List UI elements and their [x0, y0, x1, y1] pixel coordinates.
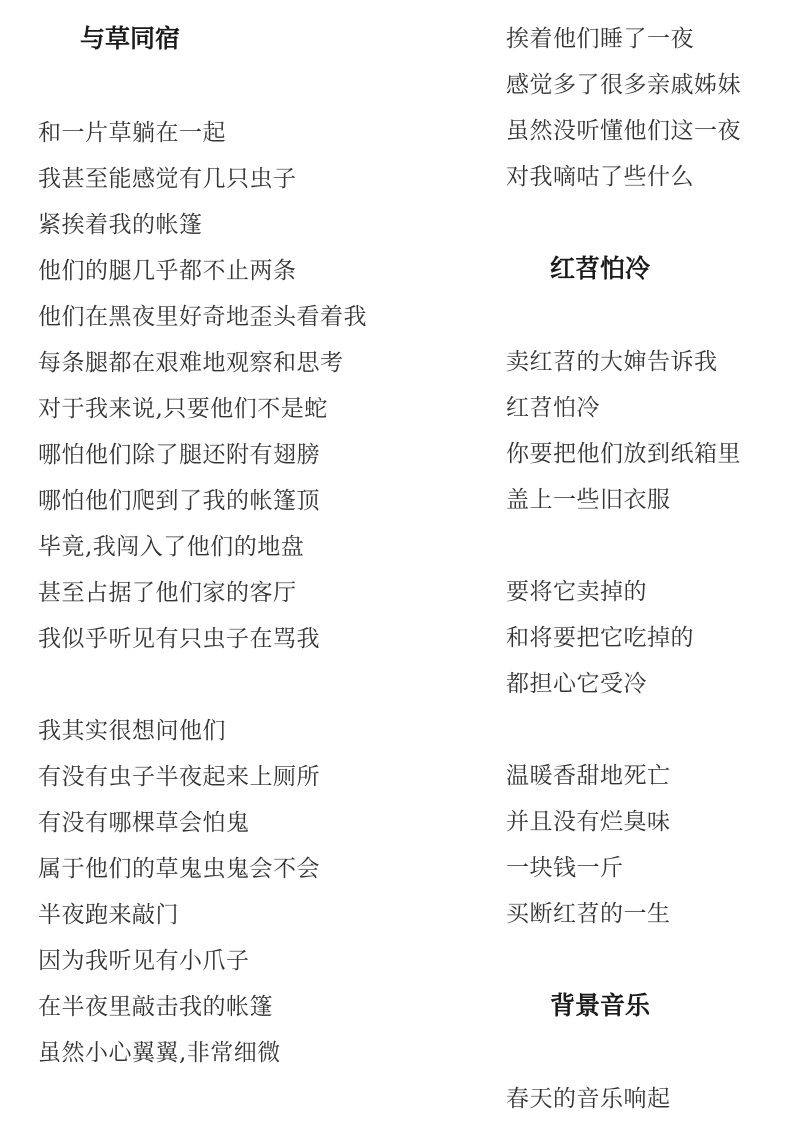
poem-line: 毕竟,我闯入了他们的地盘 — [38, 534, 305, 560]
poem-line: 温暖香甜地死亡 — [506, 763, 671, 789]
right-column — [506, 0, 796, 1122]
poem-line: 要将它卖掉的 — [506, 579, 647, 605]
poem-line: 紧挨着我的帐篷 — [38, 212, 203, 238]
poem-line: 对于我来说,只要他们不是蛇 — [38, 396, 328, 422]
spacer — [506, 292, 796, 339]
poem-line: 我甚至能感觉有几只虫子 — [38, 166, 297, 192]
poem-line: 买断红苕的一生 — [506, 901, 671, 927]
poem-line: 有没有哪棵草会怕鬼 — [38, 810, 250, 836]
stanza-break — [506, 707, 796, 753]
poem-line: 感觉多了很多亲戚姊妹 — [506, 72, 741, 98]
spacer — [38, 0, 468, 16]
poem-title: 背景音乐 — [550, 991, 651, 1020]
poem-line: 哪怕他们爬到了我的帐篷顶 — [38, 488, 320, 514]
poem-line: 春天的音乐响起 — [506, 1086, 671, 1112]
poem-line: 我似乎听见有只虫子在骂我 — [38, 626, 320, 652]
poem-line: 挨着他们睡了一夜 — [506, 26, 694, 52]
poem-line: 他们的腿几乎都不止两条 — [38, 258, 297, 284]
poem-line: 你要把他们放到纸箱里 — [506, 441, 741, 467]
poem-line: 半夜跑来敲门 — [38, 902, 179, 928]
poem-line: 在半夜里敲击我的帐篷 — [38, 994, 273, 1020]
stanza-break — [38, 662, 468, 708]
poem-line: 都担心它受冷 — [506, 671, 647, 697]
poem-line: 对我嘀咕了些什么 — [506, 164, 694, 190]
poem-title: 与草同宿 — [80, 24, 181, 53]
poem-line: 红苕怕冷 — [506, 395, 600, 421]
poem-title: 红苕怕冷 — [550, 254, 651, 283]
poem-line: 盖上一些旧衣服 — [506, 487, 671, 513]
spacer — [506, 200, 796, 246]
spacer — [506, 0, 796, 16]
poem-line: 属于他们的草鬼虫鬼会不会 — [38, 856, 320, 882]
poem-line: 虽然没听懂他们这一夜 — [506, 118, 741, 144]
poem-line: 一块钱一斤 — [506, 855, 624, 881]
poem-line: 哪怕他们除了腿还附有翅膀 — [38, 442, 320, 468]
poem-line: 和将要把它吃掉的 — [506, 625, 694, 651]
poem-line: 和一片草躺在一起 — [38, 120, 226, 146]
poem-line: 有没有虫子半夜起来上厕所 — [38, 764, 320, 790]
poem-line: 虽然小心翼翼,非常细微 — [38, 1040, 281, 1066]
poem-line: 因为我听见有小爪子 — [38, 948, 250, 974]
poem-line: 我其实很想问他们 — [38, 718, 226, 744]
poem-line: 每条腿都在艰难地观察和思考 — [38, 350, 344, 376]
poem-line: 卖红苕的大婶告诉我 — [506, 349, 718, 375]
spacer — [506, 1029, 796, 1076]
spacer — [506, 937, 796, 983]
poem-line: 他们在黑夜里好奇地歪头看着我 — [38, 304, 367, 330]
spacer — [38, 62, 468, 110]
stanza-break — [506, 523, 796, 569]
poem-line: 甚至占据了他们家的客厅 — [38, 580, 297, 606]
poem-line: 并且没有烂臭味 — [506, 809, 671, 835]
left-column — [38, 0, 468, 1076]
